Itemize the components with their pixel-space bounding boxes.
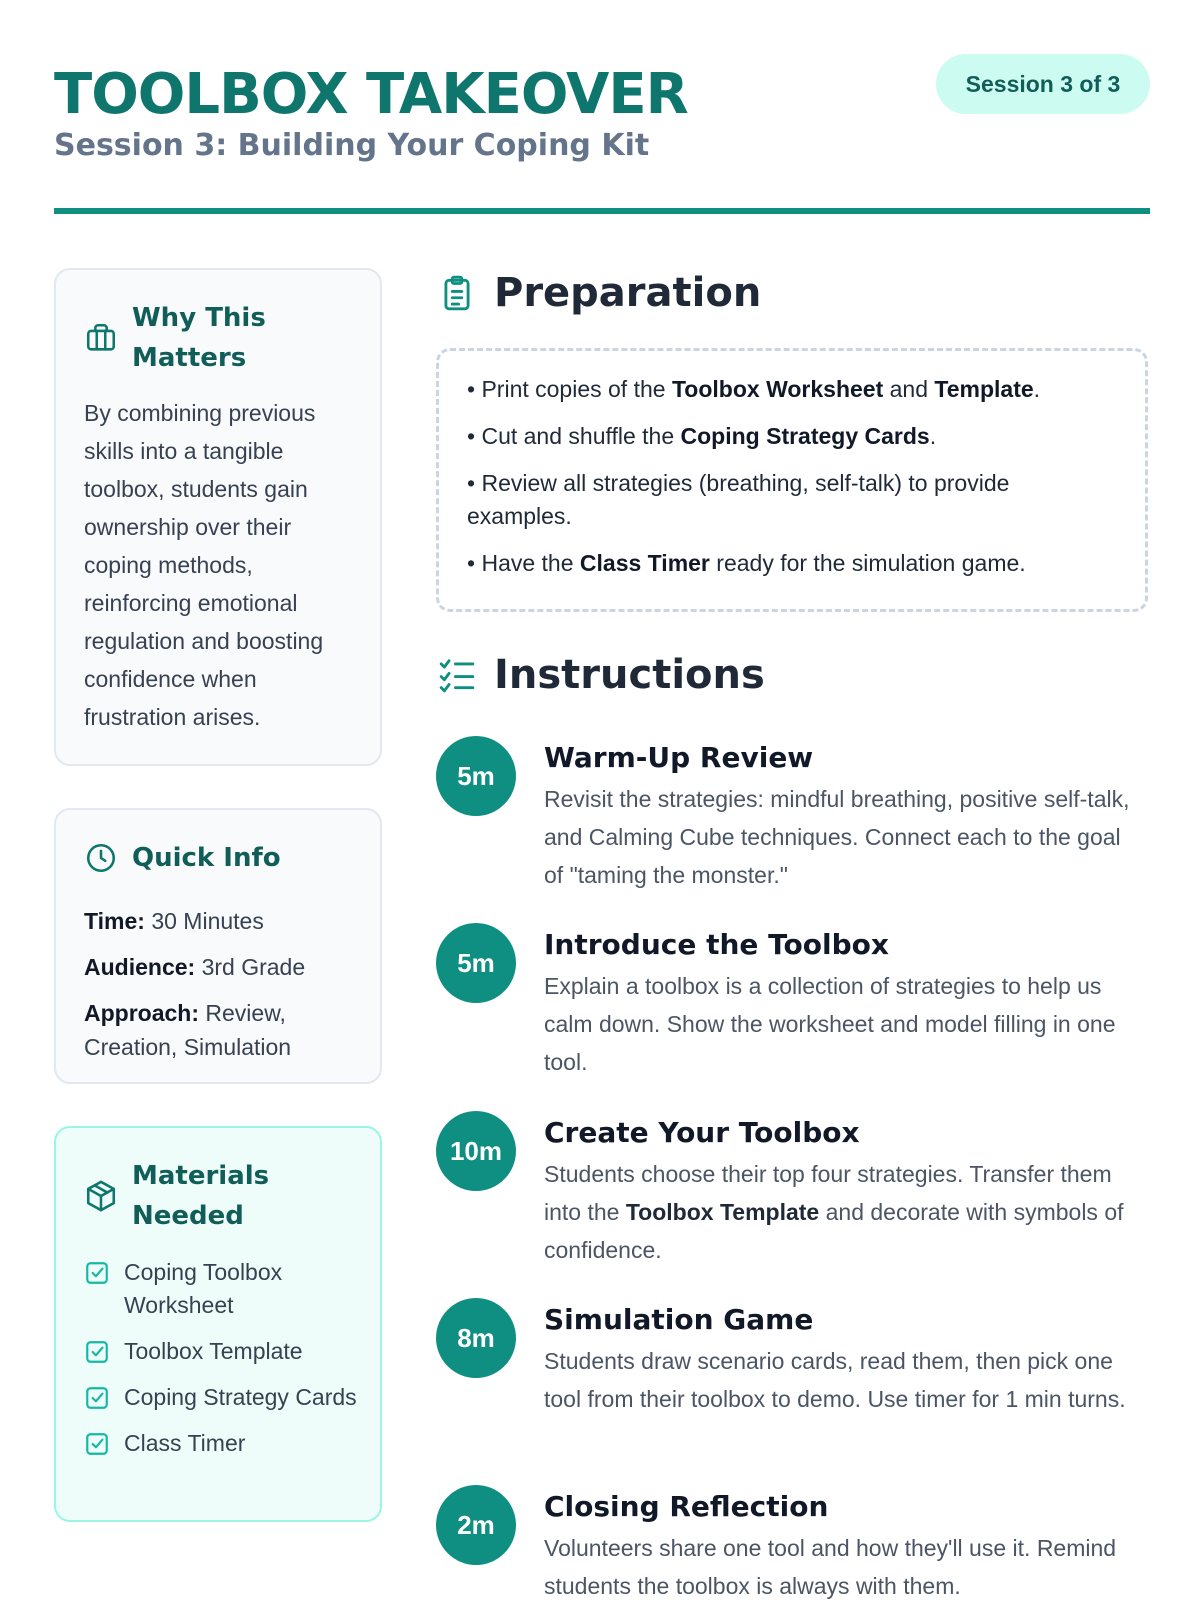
info-time bbox=[84, 904, 364, 938]
list-item bbox=[84, 1427, 370, 1460]
list-item bbox=[84, 1335, 370, 1368]
info-approach bbox=[84, 996, 364, 1064]
session-badge: Session 3 of 3 bbox=[936, 54, 1150, 114]
preparation-header bbox=[438, 268, 761, 318]
step-description: Revisit the strategies: mindful breathing, positive self-talk, and Calming Cube techniques. Connect each to the goal of "taming the monster." bbox=[544, 786, 1130, 888]
check-square-icon bbox=[84, 1385, 110, 1411]
why-card-header bbox=[84, 298, 364, 378]
material-label: Class Timer bbox=[124, 1430, 246, 1456]
materials-header bbox=[84, 1156, 364, 1236]
step-time-badge: 10m bbox=[436, 1111, 516, 1191]
info-audience-value: 3rd Grade bbox=[201, 954, 306, 980]
instructions-header bbox=[438, 650, 765, 700]
list-item bbox=[84, 1381, 370, 1414]
header-divider bbox=[54, 208, 1150, 214]
material-label: Coping Toolbox Worksheet bbox=[124, 1259, 283, 1318]
clipboard-icon bbox=[438, 274, 476, 312]
why-card-title: Why This Matters bbox=[132, 303, 266, 373]
info-approach-label: Approach: bbox=[84, 1000, 199, 1026]
quick-info-header bbox=[84, 838, 364, 878]
clock-icon bbox=[84, 841, 118, 875]
info-time-label: Time: bbox=[84, 908, 145, 934]
preparation-box bbox=[436, 348, 1148, 612]
step-title: Introduce the Toolbox bbox=[544, 928, 889, 961]
step-time-badge: 8m bbox=[436, 1298, 516, 1378]
check-square-icon bbox=[84, 1431, 110, 1457]
material-label: Coping Strategy Cards bbox=[124, 1384, 357, 1410]
package-icon bbox=[84, 1179, 118, 1213]
list-item: • Review all strategies (breathing, self-talk) to provide examples. bbox=[467, 470, 1010, 529]
info-audience bbox=[84, 950, 364, 984]
material-label: Toolbox Template bbox=[124, 1338, 303, 1364]
step-description: Explain a toolbox is a collection of strategies to help us calm down. Show the worksheet and model filling in one tool. bbox=[544, 973, 1116, 1075]
step-title: Simulation Game bbox=[544, 1303, 814, 1336]
list-item: • Cut and shuffle the Coping Strategy Cards. bbox=[467, 423, 937, 449]
preparation-title: Preparation bbox=[494, 270, 762, 316]
page-title: TOOLBOX TAKEOVER bbox=[54, 62, 688, 127]
info-approach-value: Review, Creation, Simulation bbox=[84, 1000, 292, 1060]
step-time-badge: 5m bbox=[436, 736, 516, 816]
check-square-icon bbox=[84, 1339, 110, 1365]
step-title: Warm-Up Review bbox=[544, 741, 814, 774]
step-time-badge: 5m bbox=[436, 923, 516, 1003]
check-square-icon bbox=[84, 1260, 110, 1286]
instructions-title: Instructions bbox=[494, 652, 765, 698]
list-item: • Print copies of the Toolbox Worksheet and Template. bbox=[467, 376, 1041, 402]
step-description: Volunteers share one tool and how they'll use it. Remind students the toolbox is always with them. bbox=[544, 1535, 1117, 1599]
step-time-badge: 2m bbox=[436, 1485, 516, 1565]
info-audience-label: Audience: bbox=[84, 954, 196, 980]
step-title: Closing Reflection bbox=[544, 1490, 829, 1523]
info-time-value: 30 Minutes bbox=[151, 908, 264, 934]
materials-list bbox=[84, 1256, 370, 1473]
list-item: • Have the Class Timer ready for the simulation game. bbox=[467, 550, 1026, 576]
materials-title: Materials Needed bbox=[132, 1161, 270, 1231]
page-subtitle: Session 3: Building Your Coping Kit bbox=[54, 128, 650, 163]
page-header bbox=[54, 54, 1150, 214]
step-title: Create Your Toolbox bbox=[544, 1116, 860, 1149]
materials-card bbox=[54, 1126, 382, 1522]
list-item bbox=[84, 1256, 370, 1322]
briefcase-icon bbox=[84, 321, 118, 355]
step-description: Students choose their top four strategies. Transfer them into the Toolbox Template and decorate with symbols of confidence. bbox=[544, 1161, 1124, 1263]
why-card-body: By combining previous skills into a tangible toolbox, students gain ownership over their coping methods, reinforcing emotional regulation and boosting confidence when frustration arises. bbox=[84, 400, 324, 730]
quick-info-card bbox=[54, 808, 382, 1084]
why-this-matters-card bbox=[54, 268, 382, 766]
step-description: Students draw scenario cards, read them, then pick one tool from their toolbox to demo. Use timer for 1 min turns. bbox=[544, 1348, 1126, 1412]
checklist-icon bbox=[438, 656, 476, 694]
quick-info-title: Quick Info bbox=[132, 843, 281, 873]
